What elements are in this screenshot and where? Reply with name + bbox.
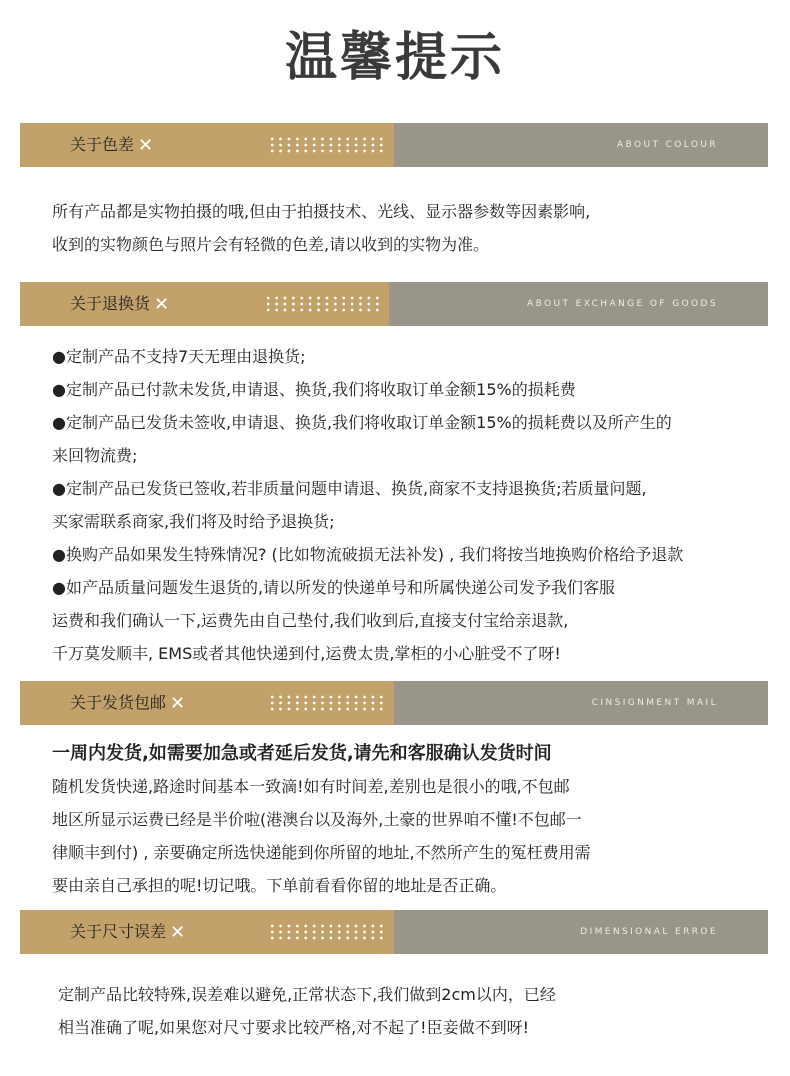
dots-decoration [264,295,382,313]
section-body-dimension [58,978,778,1044]
dots-decoration [268,694,386,712]
section-label: 关于尺寸误差 ✕ [70,910,185,955]
text-line: ●定制产品已付款未发货,申请退、换货,我们将收取订单金额15%的损耗费 [52,380,576,399]
text-line: 随机发货快递,路途时间基本一致滴!如有时间差,差别也是很小的哦,不包邮 [52,777,570,796]
close-icon: ✕ [138,135,154,156]
text-line: 收到的实物颜色与照片会有轻微的色差,请以收到的实物为准。 [52,235,490,254]
dots-decoration [268,923,386,941]
text-line: ●定制产品不支持7天无理由退换货; [52,347,306,366]
section-body-colour [52,195,772,261]
text-line: 来回物流费; [52,446,138,465]
text-line: ●换购产品如果发生特殊情况? (比如物流破损无法补发) , 我们将按当地换购价格给予退款 [52,545,684,564]
section-english-label: CINSIGNMENT MAIL [591,698,718,708]
text-line: 运费和我们确认一下,运费先由自己垫付,我们收到后,直接支付宝给亲退款, [52,611,569,630]
close-icon: ✕ [170,693,186,714]
text-line: ●定制产品已发货未签收,申请退、换货,我们将收取订单金额15%的损耗费以及所产生的 [52,413,672,432]
text-line: 地区所显示运费已经是半价啦(港澳台以及海外,土豪的世界咱不懂!不包邮一 [52,810,582,829]
text-line: 千万莫发顺丰, EMS或者其他快递到付,运费太贵,掌柜的小心脏受不了呀! [52,644,561,663]
close-icon: ✕ [154,294,170,315]
text-line: 所有产品都是实物拍摄的哦,但由于拍摄技术、光线、显示器参数等因素影响, [52,202,591,221]
text-line: 定制产品比较特殊,误差难以避免,正常状态下,我们做到2cm以内，已经 [58,985,556,1004]
section-headline: 一周内发货,如需要加急或者延后发货,请先和客服确认发货时间 [52,743,552,764]
section-label: 关于色差 ✕ [70,123,153,168]
text-line: 买家需联系商家,我们将及时给予退换货; [52,512,335,531]
text-line: 相当准确了呢,如果您对尺寸要求比较严格,对不起了!臣妾做不到呀! [58,1018,530,1037]
section-label: 关于退换货 ✕ [70,282,169,327]
text-line: 律顺丰到付) , 亲要确定所选快递能到你所留的地址,不然所产生的冤枉费用需 [52,843,591,862]
section-header-colour [20,123,768,167]
section-header-mail [20,681,768,725]
section-header-dimension [20,910,768,954]
section-english-label: ABOUT COLOUR [617,140,718,150]
section-body-mail [52,737,772,902]
section-label: 关于发货包邮 ✕ [70,681,185,726]
dots-decoration [268,136,386,154]
section-english-label: DIMENSIONAL ERROE [580,927,718,937]
page-title: 温馨提示 [284,28,505,88]
section-english-label: ABOUT EXCHANGE OF GOODS [527,299,718,309]
text-line: 要由亲自己承担的呢!切记哦。下单前看看你留的地址是否正确。 [52,876,507,895]
section-header-exchange [20,282,768,326]
text-line: ●定制产品已发货已签收,若非质量问题申请退、换货,商家不支持退换货;若质量问题, [52,479,647,498]
close-icon: ✕ [170,922,186,943]
section-body-exchange [52,340,772,670]
text-line: ●如产品质量问题发生退货的,请以所发的快递单号和所属快递公司发予我们客服 [52,578,616,597]
